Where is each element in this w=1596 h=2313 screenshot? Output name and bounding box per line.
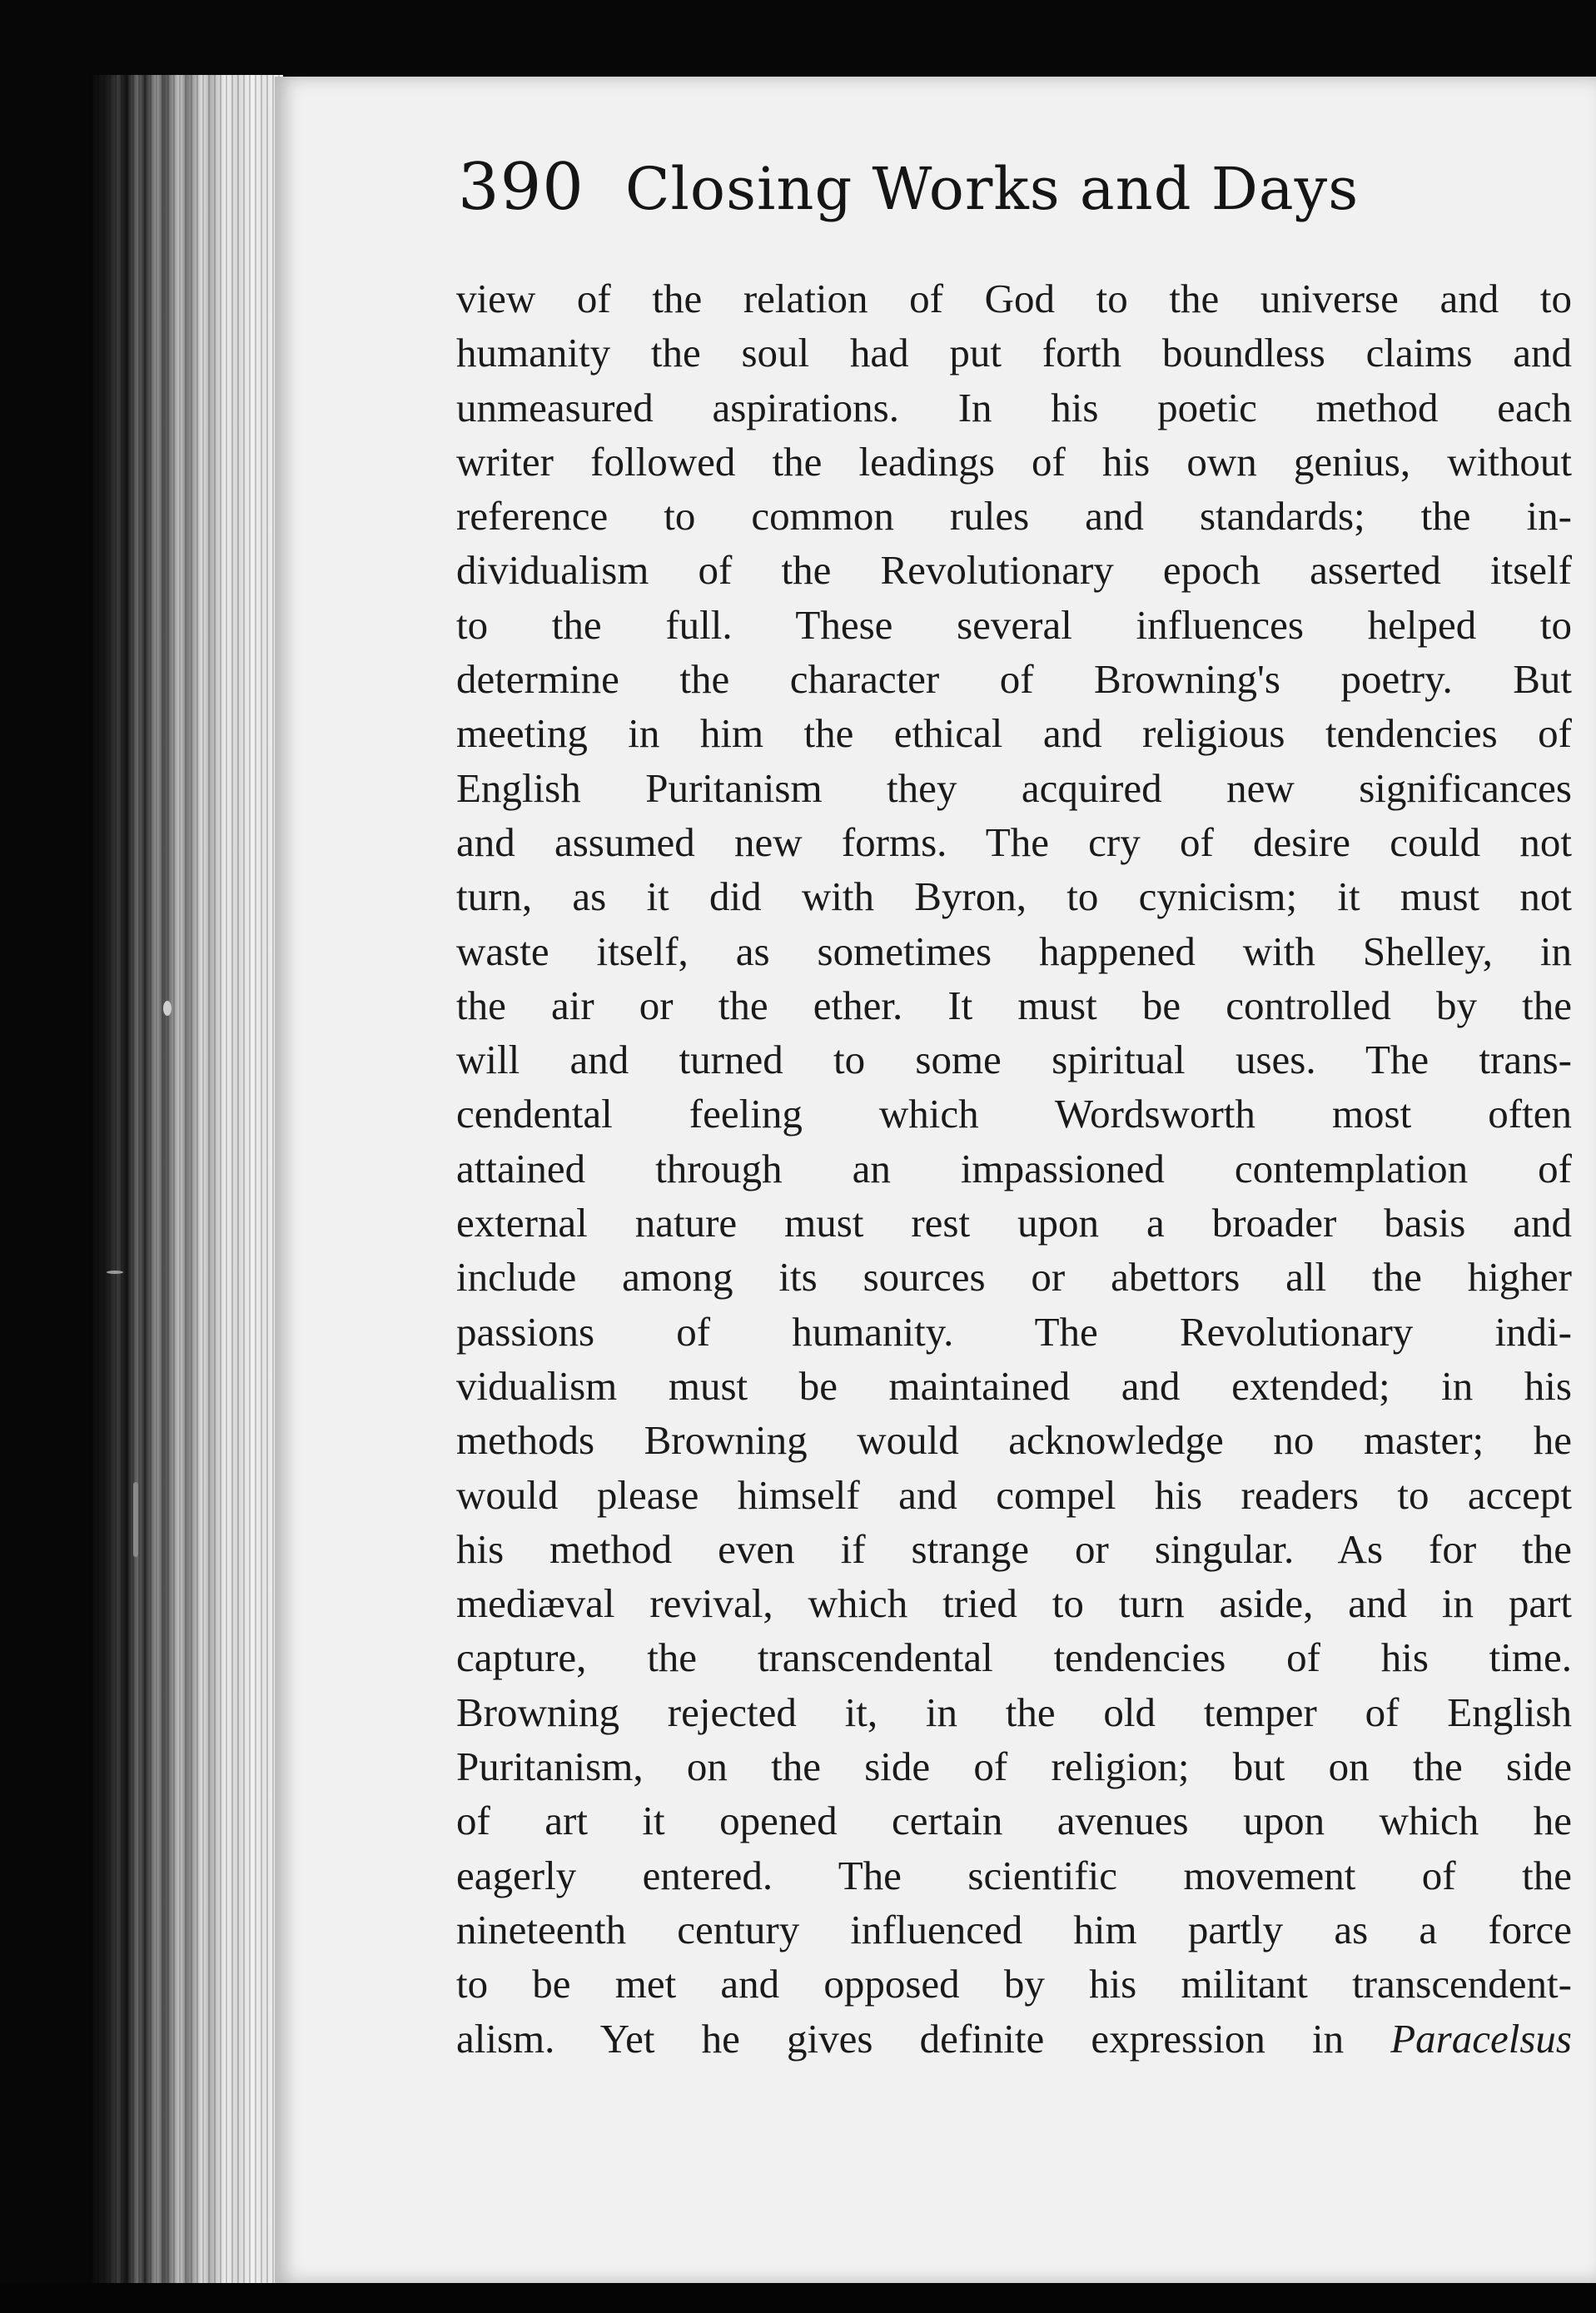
text-line: view of the relation of God to the universe and to <box>456 276 1572 321</box>
text-line: will and turned to some spiritual uses. The trans- <box>456 1037 1572 1083</box>
text-line: methods Browning would acknowledge no master; he <box>456 1417 1572 1464</box>
text-line: writer followed the leadings of his own genius, without <box>456 438 1572 485</box>
speck <box>163 1001 172 1016</box>
text-line-segment: alism. Yet he gives definite expression in <box>456 2015 1391 2062</box>
text-line: turn, as it did with Byron, to cynicism; it must not <box>456 873 1572 920</box>
text-line: the air or the ether. It must be controlled by the <box>456 982 1572 1028</box>
text-line: to the full. These several influences helped to <box>456 601 1572 648</box>
speck <box>133 1482 138 1557</box>
text-line: meeting in him the ethical and religious tendencies of <box>456 710 1572 757</box>
scanner-bottom-border <box>0 2283 1596 2313</box>
italic-title: Paracelsus <box>1390 2015 1572 2062</box>
text-line: reference to common rules and standards; the in- <box>456 493 1572 540</box>
text-line: external nature must rest upon a broader basis and <box>456 1200 1572 1246</box>
text-line: Puritanism, on the side of religion; but on the side <box>456 1743 1572 1790</box>
page-header <box>458 150 1574 241</box>
text-line: nineteenth century influenced him partly as a force <box>456 1906 1572 1952</box>
text-line: English Puritanism they acquired new significances <box>456 764 1572 811</box>
text-line: eagerly entered. The scientific movement of the <box>456 1852 1572 1898</box>
page-edge-striations <box>92 75 283 2290</box>
text-line: dividualism of the Revolutionary epoch asserted itself <box>456 547 1572 594</box>
text-line: unmeasured aspirations. In his poetic method each <box>456 384 1572 430</box>
text-line: his method even if strange or singular. As for the <box>456 1525 1572 1572</box>
text-line: vidualism must be maintained and extended; in his <box>456 1362 1572 1409</box>
text-line: determine the character of Browning's poetry. But <box>456 656 1572 703</box>
text-line: cendental feeling which Wordsworth most often <box>456 1091 1572 1137</box>
running-title: Closing Works and Days <box>624 155 1360 223</box>
text-line: and assumed new forms. The cry of desire could not <box>456 818 1572 865</box>
speck <box>107 1271 123 1274</box>
text-line: humanity the soul had put forth boundless claims and <box>456 330 1572 376</box>
text-line: mediæval revival, which tried to turn aside, and in part <box>456 1580 1572 1627</box>
text-line: passions of humanity. The Revolutionary indi- <box>456 1308 1572 1355</box>
text-line <box>456 2012 1572 2066</box>
text-line: include among its sources or abettors all the higher <box>456 1254 1572 1301</box>
text-line: waste itself, as sometimes happened with Shelley, in <box>456 928 1572 974</box>
text-line: to be met and opposed by his militant transcendent- <box>456 1961 1572 2007</box>
body-text <box>456 271 1572 2066</box>
text-line: would please himself and compel his readers to accept <box>456 1471 1572 1518</box>
text-line: capture, the transcendental tendencies of his time. <box>456 1634 1572 1681</box>
page-number: 390 <box>458 150 584 225</box>
text-line: Browning rejected it, in the old temper of English <box>456 1689 1572 1735</box>
text-line: of art it opened certain avenues upon which he <box>456 1798 1572 1844</box>
text-line: attained through an impassioned contemplation of <box>456 1145 1572 1191</box>
